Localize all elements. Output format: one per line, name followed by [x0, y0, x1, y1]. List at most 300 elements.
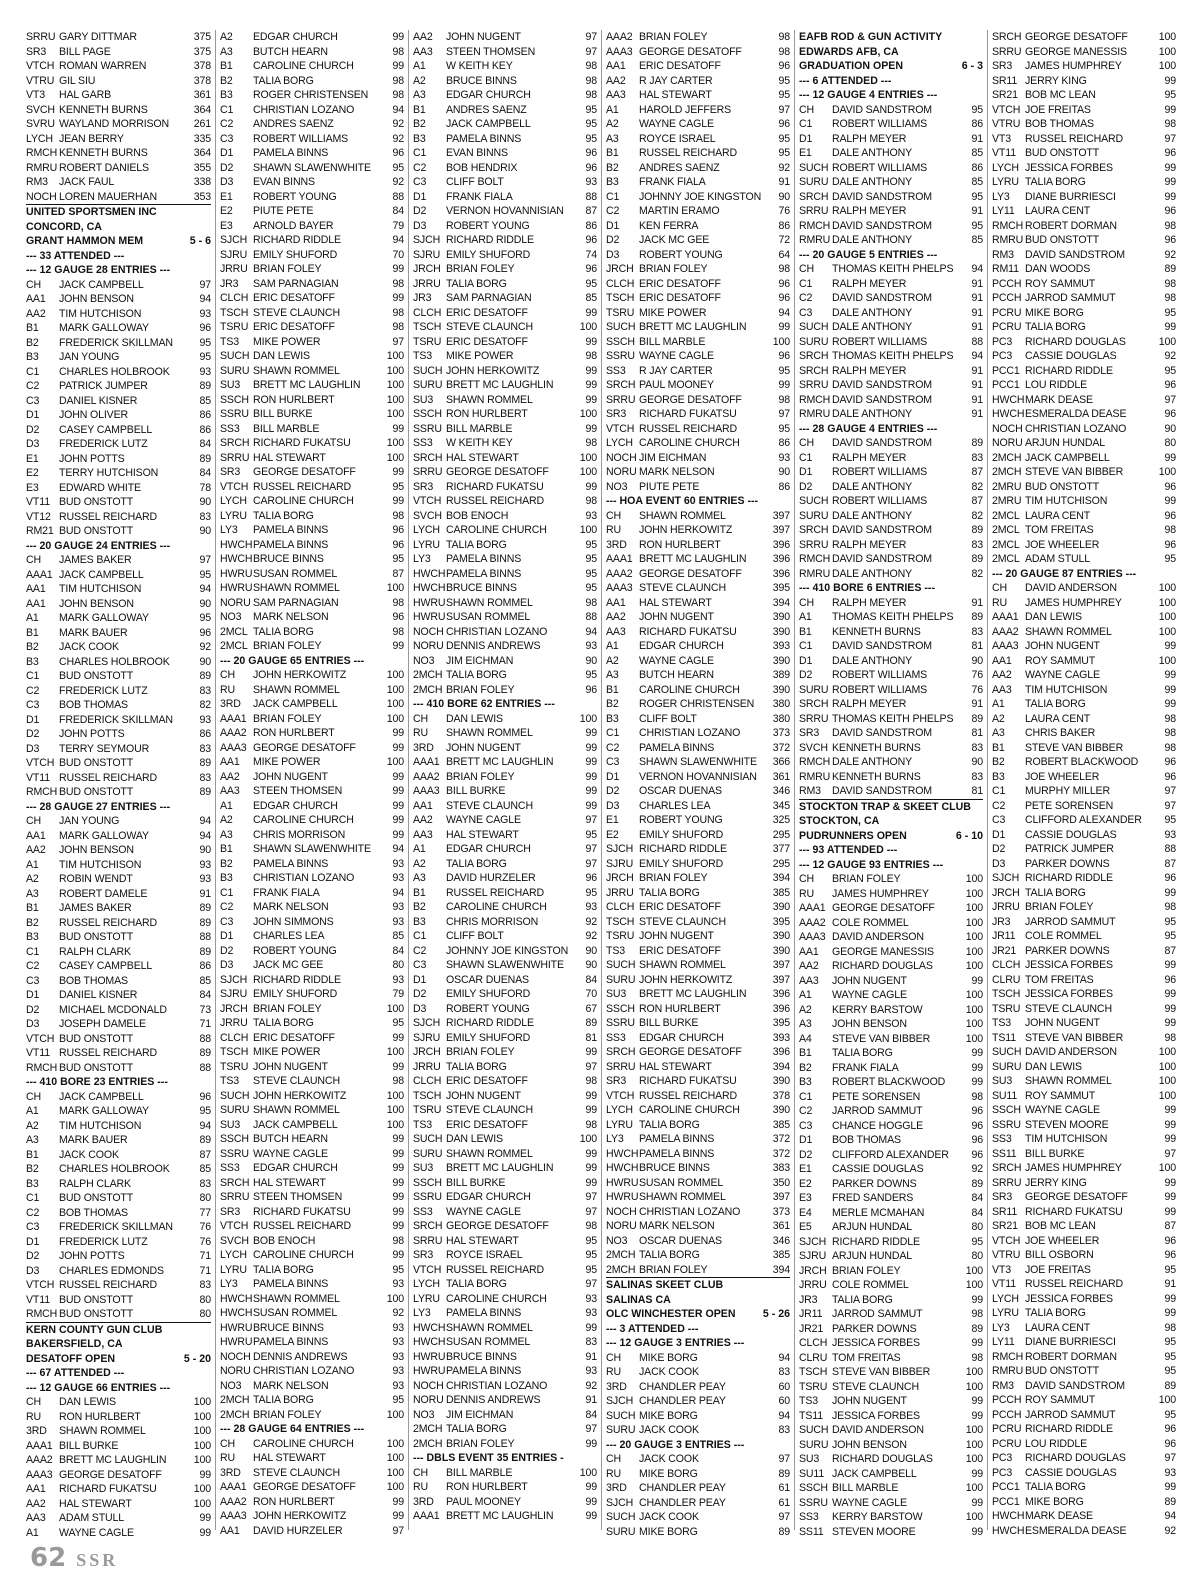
class-code: D2 [413, 988, 427, 1000]
score: 100 [1158, 31, 1176, 43]
result-row [413, 552, 597, 567]
result-row [220, 1277, 404, 1292]
class-code: B3 [799, 1076, 812, 1088]
shooter-name: TALIA BORG [1025, 698, 1086, 710]
score: 98 [392, 1075, 404, 1087]
result-row [799, 784, 983, 799]
class-code: AA1 [799, 945, 819, 958]
result-row [26, 452, 211, 467]
score: 90 [971, 756, 983, 768]
shooter-name: ROY SAMMUT [1025, 1394, 1096, 1406]
shooter-name: BOB THOMAS [59, 1206, 128, 1219]
shooter-name: CLIFFORD ALEXANDER [1025, 814, 1142, 826]
score: 99 [1164, 451, 1176, 464]
class-code: VTCH [26, 1279, 55, 1291]
score: 90 [199, 597, 211, 610]
score: 99 [392, 1031, 404, 1044]
result-row [799, 132, 983, 147]
result-row [992, 683, 1176, 698]
result-row [992, 88, 1176, 103]
shooter-name: GEORGE DESATOFF [639, 567, 742, 580]
result-row [606, 1248, 790, 1263]
class-code: C2 [220, 901, 234, 913]
class-code: RMRU [799, 770, 831, 783]
class-code: SURU [413, 379, 443, 391]
score: 96 [778, 292, 790, 304]
shooter-name: DAN LEWIS [1025, 1060, 1082, 1073]
score: 85 [971, 147, 983, 159]
class-code: TSCH [220, 1046, 249, 1058]
class-code: B2 [26, 1163, 39, 1175]
shooter-name: RUSSEL REICHARD [639, 1089, 738, 1102]
score: 100 [1158, 611, 1176, 623]
result-row [413, 1190, 597, 1205]
score: 99 [1164, 1191, 1176, 1203]
result-row [992, 538, 1176, 553]
score: 94 [971, 263, 983, 275]
score: 89 [199, 670, 211, 682]
score: 100 [1158, 1394, 1176, 1406]
score: 93 [199, 365, 211, 378]
shooter-name: WAYNE CAGLE [639, 350, 714, 362]
shooter-name: SHAWN SLAWENWHITE [253, 843, 371, 855]
result-row [992, 1379, 1176, 1394]
shooter-name: JAMES HUMPHREY [832, 887, 929, 900]
page-number: 62 [30, 1543, 67, 1573]
class-code: SRCH [413, 451, 443, 464]
shooter-name: ROBERT DANIELS [59, 161, 149, 174]
class-code: HWRU [220, 567, 253, 580]
class-code: C1 [220, 103, 234, 116]
shooter-name: ERIC DESATOFF [446, 1118, 528, 1131]
score: 96 [1164, 770, 1176, 783]
result-row [606, 103, 790, 118]
class-code: RMRU [799, 234, 831, 246]
class-code: RM3 [26, 176, 48, 188]
score: 100 [1158, 1162, 1176, 1174]
class-code: JRCH [799, 1264, 827, 1277]
result-row [799, 901, 983, 916]
score: 97 [585, 1205, 597, 1218]
score: 91 [971, 292, 983, 304]
class-code: JRCH [413, 1046, 441, 1058]
section-header: --- 20 GAUGE 87 ENTRIES --- [992, 567, 1137, 580]
result-row [992, 1437, 1176, 1452]
shooter-name: JOE FREITAS [1025, 103, 1091, 116]
result-row [606, 1060, 790, 1075]
result-row [992, 1364, 1176, 1379]
class-code: SR3 [606, 408, 627, 420]
shooter-name: MARK NELSON [253, 1379, 329, 1392]
class-code: VTCH [26, 757, 55, 769]
class-code: D1 [26, 989, 40, 1001]
result-row [606, 132, 790, 147]
score: 99 [392, 1060, 404, 1073]
class-code: NORU [606, 466, 637, 478]
class-code: JRRU [799, 1279, 827, 1291]
score: 91 [971, 393, 983, 406]
section-header: --- 20 GAUGE 3 ENTRIES --- [606, 1438, 745, 1451]
shooter-name: DANIEL KISNER [59, 394, 138, 407]
class-code: C2 [413, 944, 427, 957]
shooter-name: PARKER DOWNS [832, 1177, 917, 1190]
score: 99 [1164, 190, 1176, 203]
result-row [606, 596, 790, 611]
shooter-name: ROY SAMMUT [1025, 654, 1096, 667]
result-row [799, 1148, 983, 1163]
shooter-name: BRUCE BINNS [446, 1350, 517, 1363]
class-code: D3 [606, 799, 620, 812]
result-row [26, 1293, 211, 1308]
result-row [606, 973, 790, 988]
result-row [799, 1235, 983, 1250]
score: 95 [778, 74, 790, 87]
score: 375 [193, 31, 211, 43]
result-row [220, 1089, 404, 1104]
result-row [413, 1118, 597, 1133]
class-code: B2 [799, 1061, 812, 1074]
result-row [606, 712, 790, 727]
class-code: SRRU [799, 205, 829, 217]
result-row [220, 1408, 404, 1423]
shooter-name: BUTCH HEARN [253, 1133, 328, 1145]
class-code: C1 [799, 277, 813, 290]
class-code: E4 [799, 1206, 812, 1219]
class-code: VT11 [26, 771, 50, 784]
result-row [992, 1219, 1176, 1234]
result-row [606, 1031, 790, 1046]
class-code: HWCH [413, 582, 446, 594]
score: 93 [392, 1336, 404, 1348]
shooter-name: ROBERT WILLIAMS [832, 669, 928, 681]
result-row [413, 349, 597, 364]
class-code: C3 [26, 1221, 40, 1233]
score: 99 [392, 292, 404, 304]
score: 99 [392, 814, 404, 826]
result-row [413, 422, 597, 437]
score: 93 [392, 1365, 404, 1377]
score: 95 [585, 582, 597, 594]
result-row [220, 1350, 404, 1365]
score: 97 [1164, 785, 1176, 797]
result-row [992, 422, 1176, 437]
shooter-name: BRIAN FOLEY [253, 263, 322, 275]
class-code: E2 [26, 467, 39, 479]
shooter-name: FREDERICK LUTZ [59, 684, 148, 697]
shooter-name: STEVE CLAUNCH [832, 1380, 919, 1393]
class-code: C3 [606, 756, 620, 768]
result-row [606, 1089, 790, 1104]
shooter-name: JAMES HUMPHREY [1025, 60, 1122, 72]
result-row [606, 1423, 790, 1438]
shooter-name: KENNETH BURNS [59, 147, 148, 159]
result-row [220, 1016, 404, 1031]
score: 92 [585, 930, 597, 942]
shooter-name: RALPH MEYER [832, 538, 907, 551]
class-code: 3RD [606, 538, 627, 551]
class-code: NO3 [220, 1379, 242, 1392]
score: 98 [585, 1075, 597, 1087]
shooter-name: KENNETH BURNS [832, 741, 921, 754]
shooter-name: JOHNNY JOE KINGSTON [639, 190, 762, 203]
result-row [799, 262, 983, 277]
class-code: SRRU [799, 712, 829, 725]
score: 91 [971, 132, 983, 145]
class-code: C3 [26, 394, 40, 407]
class-code: RMCH [799, 553, 831, 565]
shooter-name: PIUTE PETE [639, 480, 700, 493]
shooter-name: TALIA BORG [639, 1118, 700, 1131]
result-row [220, 306, 404, 321]
score: 98 [1164, 741, 1176, 754]
class-code: HWCH [992, 1510, 1025, 1522]
shooter-name: PAMELA BINNS [253, 524, 329, 536]
shooter-name: SHAWN ROMMEL [253, 1104, 340, 1116]
score: 385 [772, 886, 790, 899]
class-code: SU3 [220, 379, 241, 391]
class-code: 2MCL [220, 640, 248, 652]
score: 76 [971, 683, 983, 696]
score: 89 [778, 1467, 790, 1480]
score: 353 [193, 190, 211, 203]
shooter-name: BRIAN FOLEY [446, 683, 515, 696]
class-code: 3RD [220, 1466, 241, 1479]
class-code: RU [992, 596, 1008, 609]
result-row [992, 1335, 1176, 1350]
result-row [992, 509, 1176, 524]
shooter-name: RUSSEL REICHARD [1025, 1278, 1124, 1290]
class-code: 2MRU [992, 480, 1022, 493]
class-code: B3 [413, 915, 426, 928]
score: 100 [965, 1032, 983, 1045]
score: 99 [392, 1510, 404, 1522]
shooter-name: RUSSEL REICHARD [446, 495, 545, 507]
score: 390 [772, 901, 790, 913]
result-row [606, 552, 790, 567]
result-row [26, 175, 211, 190]
result-row [413, 1335, 597, 1350]
result-row [413, 161, 597, 176]
shooter-name: GEORGE DESATOFF [1025, 31, 1128, 43]
result-row [26, 437, 211, 452]
result-row [606, 451, 790, 466]
shooter-name: STEVE CLAUNCH [253, 1075, 340, 1087]
score: 96 [1164, 205, 1176, 217]
score: 396 [772, 538, 790, 551]
result-row [220, 973, 404, 988]
score: 99 [1164, 988, 1176, 1000]
score: 99 [585, 1495, 597, 1508]
result-row [992, 1074, 1176, 1089]
shooter-name: JOHN OLIVER [59, 409, 128, 421]
shooter-name: MIKE BORG [639, 1409, 698, 1422]
score: 97 [1164, 1452, 1176, 1464]
shooter-name: HAL STEWART [446, 451, 519, 464]
shooter-name: HAL STEWART [253, 1452, 326, 1464]
shooter-name: SHAWN ROMMEL [639, 509, 726, 522]
score: 74 [585, 248, 597, 261]
shooter-name: DAVID SANDSTROM [832, 727, 932, 739]
shooter-name: CLIFFORD ALEXANDER [832, 1148, 949, 1161]
shooter-name: JOHN BENSON [59, 597, 134, 610]
result-row [799, 1525, 983, 1540]
class-code: LYCH [606, 437, 633, 449]
shooter-name: HAL STEWART [446, 1234, 519, 1247]
shooter-name: BUD ONSTOTT [59, 931, 134, 943]
shooter-name: JOE WHEELER [1025, 538, 1100, 551]
result-row [799, 697, 983, 712]
result-row [220, 596, 404, 611]
score: 98 [778, 31, 790, 43]
result-row [220, 523, 404, 538]
class-code: B1 [26, 322, 39, 334]
shooter-name: GEORGE DESATOFF [639, 45, 742, 58]
result-row [799, 1336, 983, 1351]
result-row [799, 712, 983, 727]
result-row [413, 320, 597, 335]
class-code: C3 [992, 814, 1006, 826]
result-row [992, 900, 1176, 915]
shooter-name: SAM PARNAGIAN [253, 596, 339, 609]
class-code: AAA1 [220, 1481, 247, 1493]
score: 85 [199, 1163, 211, 1175]
result-row [413, 784, 597, 799]
shooter-name: CHRISTIAN LOZANO [639, 1205, 741, 1218]
class-code: D3 [413, 1002, 427, 1015]
shooter-name: PAMELA BINNS [253, 147, 329, 159]
score: 99 [199, 1512, 211, 1524]
class-code: SRRU [220, 1191, 250, 1203]
score: 92 [585, 915, 597, 928]
result-row [606, 393, 790, 408]
class-code: SRRU [413, 1234, 443, 1247]
result-row [606, 857, 790, 872]
class-code: LYRU [992, 176, 1019, 188]
shooter-name: CHANDLER PEAY [639, 1482, 726, 1494]
class-code: JR21 [799, 1322, 824, 1335]
shooter-name: GEORGE DESATOFF [253, 466, 356, 478]
score: 92 [392, 132, 404, 145]
result-row [220, 1306, 404, 1321]
shooter-name: BUD ONSTOTT [1025, 234, 1100, 246]
shooter-name: LOREN MAUERHAN [59, 190, 157, 203]
result-row [26, 756, 211, 771]
result-row [606, 1205, 790, 1220]
shooter-name: JAN YOUNG [59, 815, 120, 827]
shooter-name: CHANCE HOGGLE [832, 1119, 924, 1132]
shooter-name: RUSSEL REICHARD [253, 1220, 352, 1232]
class-code: D3 [413, 219, 427, 232]
shooter-name: ANDRES SAENZ [639, 161, 720, 174]
class-code: SURU [413, 1147, 443, 1160]
score: 99 [585, 306, 597, 319]
class-code: HWCH [992, 1524, 1025, 1537]
result-row [799, 480, 983, 495]
shooter-name: JOHN SIMMONS [253, 915, 334, 928]
score: 76 [778, 205, 790, 217]
shooter-name: GEORGE DESATOFF [832, 902, 935, 914]
class-code: VT12 [26, 510, 51, 523]
shooter-name: STEVE VAN BIBBER [1025, 466, 1124, 478]
result-row [26, 858, 211, 873]
result-row [413, 1234, 597, 1249]
class-code: RMRU [799, 408, 831, 420]
shooter-name: SHAWN SLAWENWHITE [446, 959, 564, 971]
shooter-name: JACK CAMPBELL [59, 568, 144, 581]
event-date: 5 - 26 [762, 1308, 790, 1320]
score: 95 [778, 89, 790, 101]
shooter-name: JOHN HERKOWITZ [639, 524, 733, 536]
result-row [220, 393, 404, 408]
class-code: B1 [992, 741, 1005, 754]
section-header: STOCKTON, CA [799, 815, 880, 827]
class-code: HWRU [220, 582, 253, 594]
shooter-name: JOHN NUGENT [832, 974, 907, 987]
score: 93 [392, 973, 404, 986]
score: 81 [971, 785, 983, 797]
class-code: AA1 [26, 829, 46, 842]
score: 96 [1164, 234, 1176, 246]
score: 96 [199, 1090, 211, 1103]
result-row [992, 1205, 1176, 1220]
result-row [220, 1335, 404, 1350]
result-row [992, 1277, 1176, 1292]
result-row [220, 88, 404, 103]
score: 355 [193, 161, 211, 174]
score: 100 [579, 408, 597, 420]
score: 95 [971, 219, 983, 232]
result-row [992, 175, 1176, 190]
score: 92 [1164, 248, 1176, 261]
section-header: SALINAS CA [606, 1293, 671, 1306]
class-code: RMRU [992, 234, 1024, 246]
score: 93 [392, 915, 404, 928]
result-row [606, 1409, 790, 1424]
class-code: SRCH [799, 350, 829, 362]
score: 64 [778, 248, 790, 261]
score: 92 [971, 1163, 983, 1175]
score: 81 [585, 1031, 597, 1044]
result-row [220, 291, 404, 306]
class-code: JRCH [413, 263, 441, 275]
score: 83 [778, 1424, 790, 1436]
shooter-name: HAL STEWART [446, 828, 519, 841]
shooter-name: JOSEPH DAMELE [59, 1018, 146, 1030]
class-code: AA3 [220, 785, 240, 797]
result-row [606, 929, 790, 944]
shooter-name: TALIA BORG [253, 509, 314, 522]
shooter-name: BUTCH HEARN [639, 669, 714, 681]
score: 95 [778, 364, 790, 377]
class-code: SS3 [606, 364, 626, 377]
class-code: B1 [26, 626, 39, 639]
result-row [606, 987, 790, 1002]
score: 94 [392, 234, 404, 246]
class-code: TSCH [413, 321, 442, 333]
score: 378 [193, 60, 211, 72]
score: 91 [971, 306, 983, 319]
shooter-name: JIM EICHMAN [639, 451, 707, 464]
result-row [413, 1408, 597, 1423]
class-code: AAA1 [413, 1510, 440, 1522]
class-code: NO3 [220, 611, 242, 623]
event-date: 6 - 3 [961, 60, 983, 72]
shooter-name: ARJUN HUNDAL [832, 1221, 913, 1233]
result-row [413, 451, 597, 466]
shooter-name: PAMELA BINNS [253, 1336, 329, 1348]
shooter-name: TALIA BORG [446, 1423, 507, 1435]
shooter-name: ERIC DESATOFF [253, 1031, 335, 1044]
